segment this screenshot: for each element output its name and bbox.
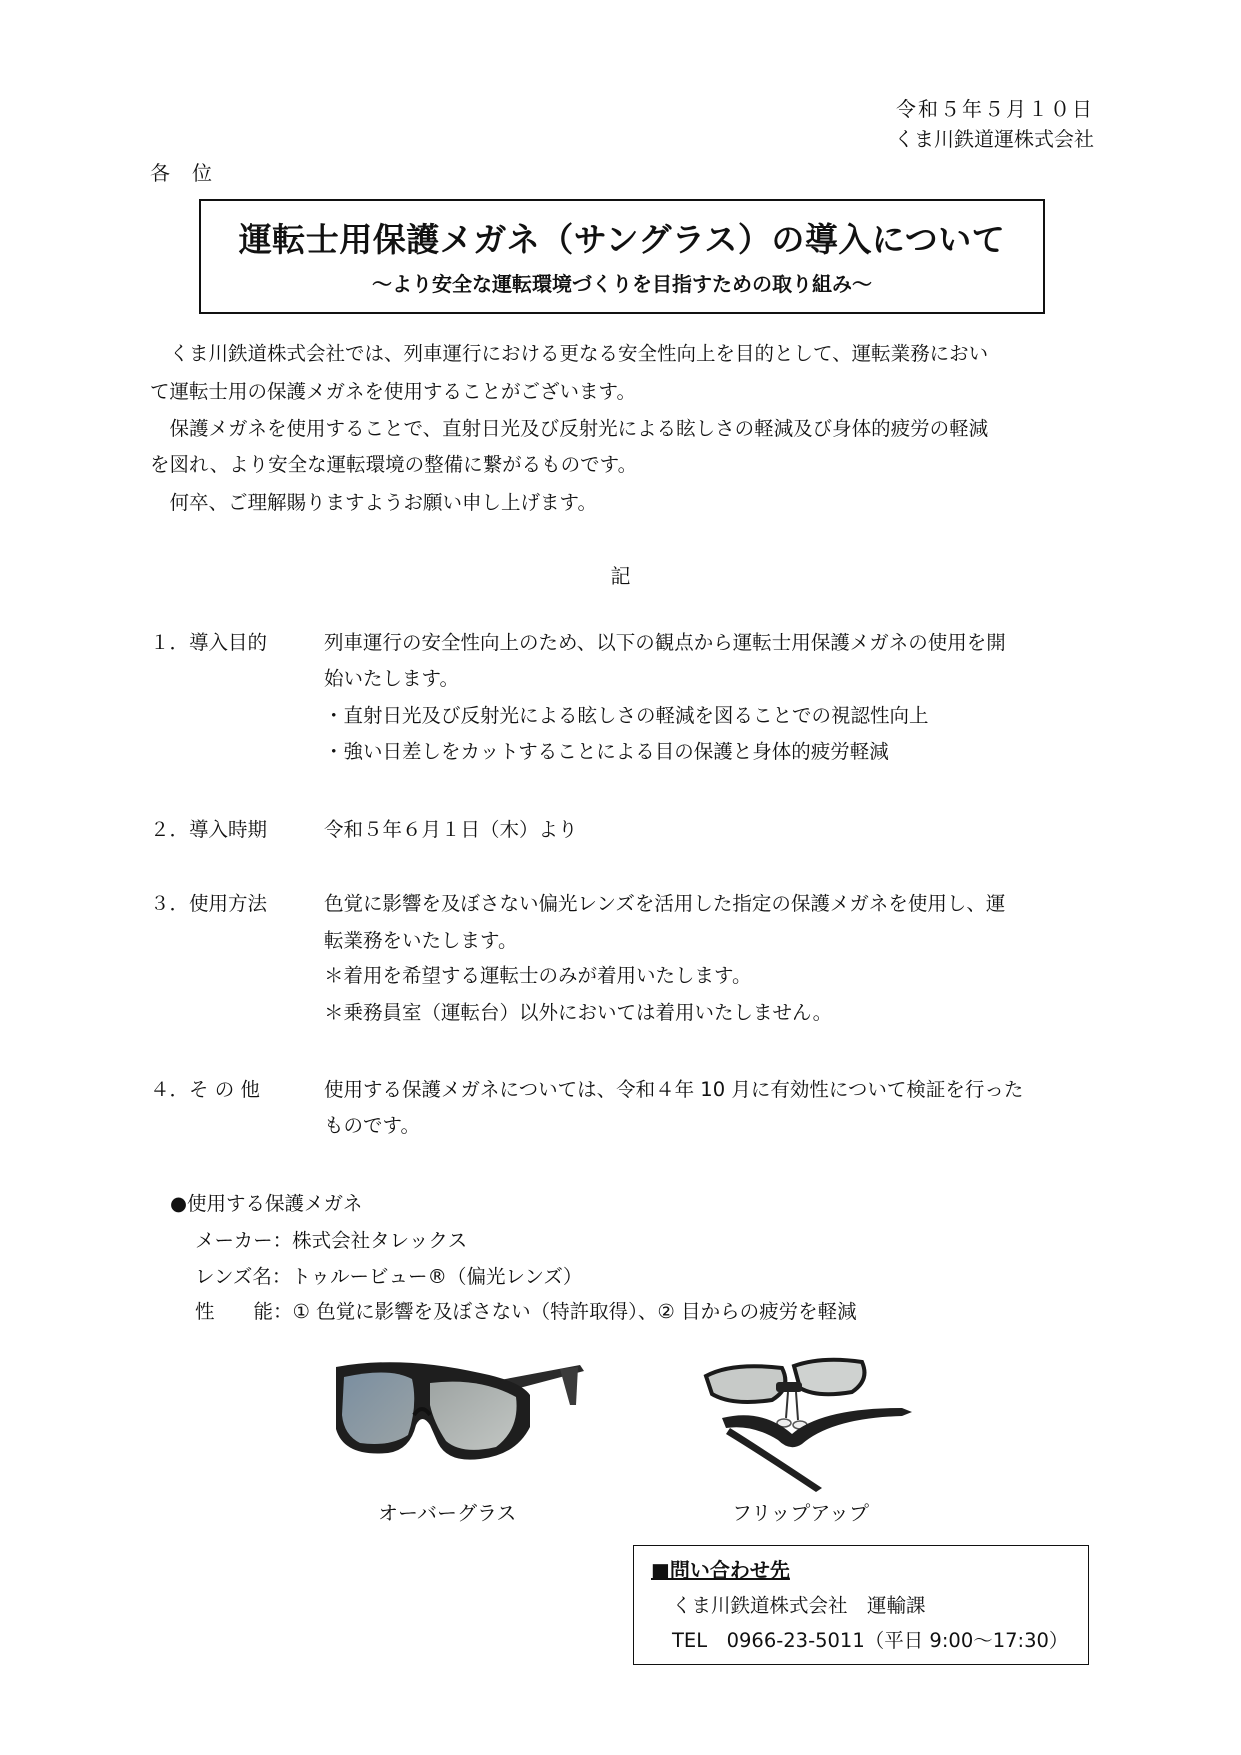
item-text: 転業務をいたします。 [324, 929, 518, 952]
flip-up-sunglasses-image [702, 1348, 916, 1493]
product-caption: オーバーグラス [378, 1501, 517, 1525]
item-text: ＊着用を希望する運転士のみが着用いたします。 [324, 964, 752, 987]
item-text: 色覚に影響を及ぼさない偏光レンズを活用した指定の保護メガネを使用し、運 [324, 892, 1006, 915]
issuer-name: くま川鉄道運株式会社 [894, 127, 1094, 151]
item-label: ４．そ の 他 [150, 1078, 260, 1101]
item-text: 令和５年６月１日（木）より [324, 818, 578, 841]
recipient: 各位 [150, 161, 234, 185]
body-line: て運転士用の保護メガネを使用することがございます。 [150, 380, 636, 403]
item-label: ２．導入時期 [150, 818, 268, 841]
item-text: 始いたします。 [324, 667, 459, 690]
item-label: １．導入目的 [150, 631, 268, 654]
item-label: ３．使用方法 [150, 892, 268, 915]
product-caption: フリップアップ [732, 1501, 869, 1525]
spec-lens: レンズ名：トゥルービュー®（偏光レンズ） [195, 1265, 583, 1288]
body-line: を図れ、より安全な運転環境の整備に繋がるものです。 [150, 453, 638, 476]
body-line: くま川鉄道株式会社では、列車運行における更なる安全性向上を目的として、運転業務におい [150, 342, 989, 365]
document-date: 令和５年５月１０日 [896, 97, 1094, 121]
contact-heading: ■問い合わせ先 [651, 1558, 790, 1582]
item-text: ＊乗務員室（運転台）以外においては着用いたしません。 [324, 1001, 833, 1024]
body-line: 保護メガネを使用することで、直射日光及び反射光による眩しさの軽減及び身体的疲労の軽減 [150, 417, 989, 440]
item-text: 使用する保護メガネについては、令和４年 10 月に有効性について検証を行った [324, 1078, 1024, 1101]
contact-department: くま川鉄道株式会社 運輸課 [672, 1594, 926, 1617]
spec-performance: 性 能：① 色覚に影響を及ぼさない（特許取得）、② 目からの疲労を軽減 [195, 1300, 857, 1323]
document-title: 運転士用保護メガネ（サングラス）の導入について [238, 220, 1006, 259]
contact-phone: TEL 0966-23-5011（平日 9:00～17:30） [672, 1629, 1069, 1652]
body-line: 何卒、ご理解賜りますようお願い申し上げます。 [150, 491, 597, 514]
flip-up-sunglasses-icon [702, 1348, 916, 1493]
item-text: 列車運行の安全性向上のため、以下の観点から運転士用保護メガネの使用を開 [324, 631, 1006, 654]
item-text: ・直射日光及び反射光による眩しさの軽減を図ることでの視認性向上 [324, 704, 929, 727]
item-text: ものです。 [324, 1114, 420, 1137]
ki-heading: 記 [610, 564, 631, 588]
document-subtitle: ～より安全な運転環境づくりを目指すための取り組み～ [372, 272, 872, 296]
item-text: ・強い日差しをカットすることによる目の保護と身体的疲労軽減 [324, 740, 889, 763]
contact-box [633, 1545, 1089, 1665]
overglass-sunglasses-image [330, 1355, 586, 1490]
title-box [199, 199, 1045, 314]
overglass-sunglasses-icon [330, 1355, 586, 1490]
specs-heading: ●使用する保護メガネ [170, 1192, 363, 1215]
spec-maker: メーカー：株式会社タレックス [195, 1229, 468, 1252]
